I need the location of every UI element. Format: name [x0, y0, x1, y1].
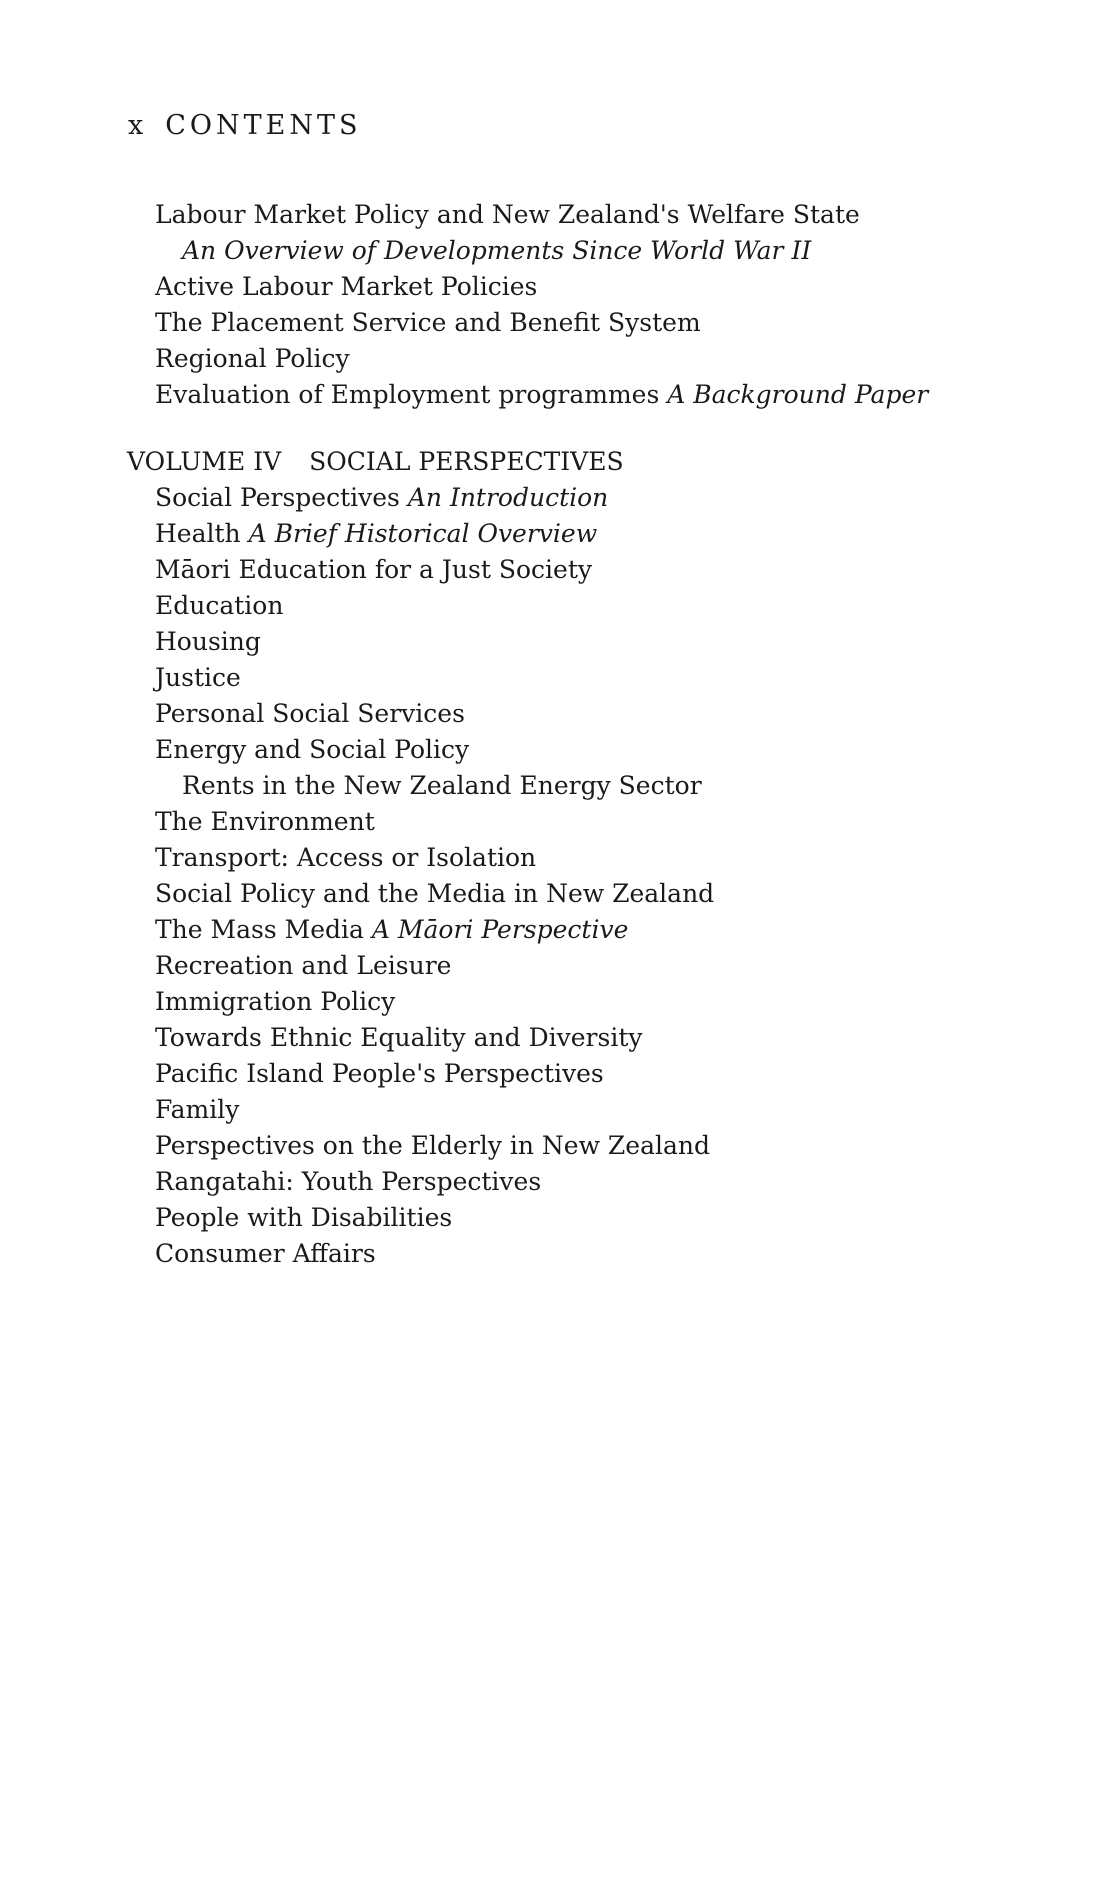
toc-entry-subentry: Rents in the New Zealand Energy Sector [182, 771, 702, 800]
toc-entry: Recreation and Leisure [155, 951, 452, 980]
toc-entry: Pacific Island People's Perspectives [155, 1059, 604, 1088]
toc-entry: Regional Policy [155, 344, 350, 373]
toc-entry: The Mass Media A Māori Perspective [155, 915, 629, 944]
toc-entry: Active Labour Market Policies [155, 272, 538, 301]
toc-entry: Health A Brief Historical Overview [155, 519, 598, 548]
volume-title: SOCIAL PERSPECTIVES [309, 447, 624, 476]
toc-entry-subtitle: An Overview of Developments Since World War II [182, 236, 812, 265]
volume-label: VOLUME IV [127, 447, 282, 476]
page-title: CONTENTS [165, 110, 362, 141]
toc-entry: Consumer Affairs [155, 1239, 376, 1268]
toc-entry: Evaluation of Employment programmes A Background Paper [155, 380, 929, 409]
toc-entry: Transport: Access or Isolation [155, 843, 537, 872]
toc-entry: Immigration Policy [155, 987, 396, 1016]
toc-entry: Perspectives on the Elderly in New Zealand [155, 1131, 710, 1160]
volume-heading [127, 444, 714, 480]
running-header [128, 110, 362, 141]
toc-entry: Energy and Social Policy [155, 735, 470, 764]
toc-entry: Rangatahi: Youth Perspectives [155, 1167, 542, 1196]
toc-entry: Social Policy and the Media in New Zealand [155, 879, 715, 908]
contents-section-1 [155, 197, 928, 413]
toc-entry: The Environment [155, 807, 375, 836]
toc-entry: Family [155, 1095, 240, 1124]
toc-entry: Housing [155, 627, 261, 656]
toc-entry: Māori Education for a Just Society [155, 555, 592, 584]
toc-entry: Social Perspectives An Introduction [155, 483, 609, 512]
toc-entry: Personal Social Services [155, 699, 465, 728]
toc-entry: Education [155, 591, 284, 620]
toc-entry: The Placement Service and Benefit System [155, 308, 701, 337]
toc-entry: Labour Market Policy and New Zealand's Welfare State [155, 200, 860, 229]
toc-entry: Towards Ethnic Equality and Diversity [155, 1023, 643, 1052]
page-number: x [128, 110, 144, 141]
contents-volume-4 [127, 444, 715, 1272]
toc-entry: People with Disabilities [155, 1203, 453, 1232]
toc-entry: Justice [155, 663, 241, 692]
